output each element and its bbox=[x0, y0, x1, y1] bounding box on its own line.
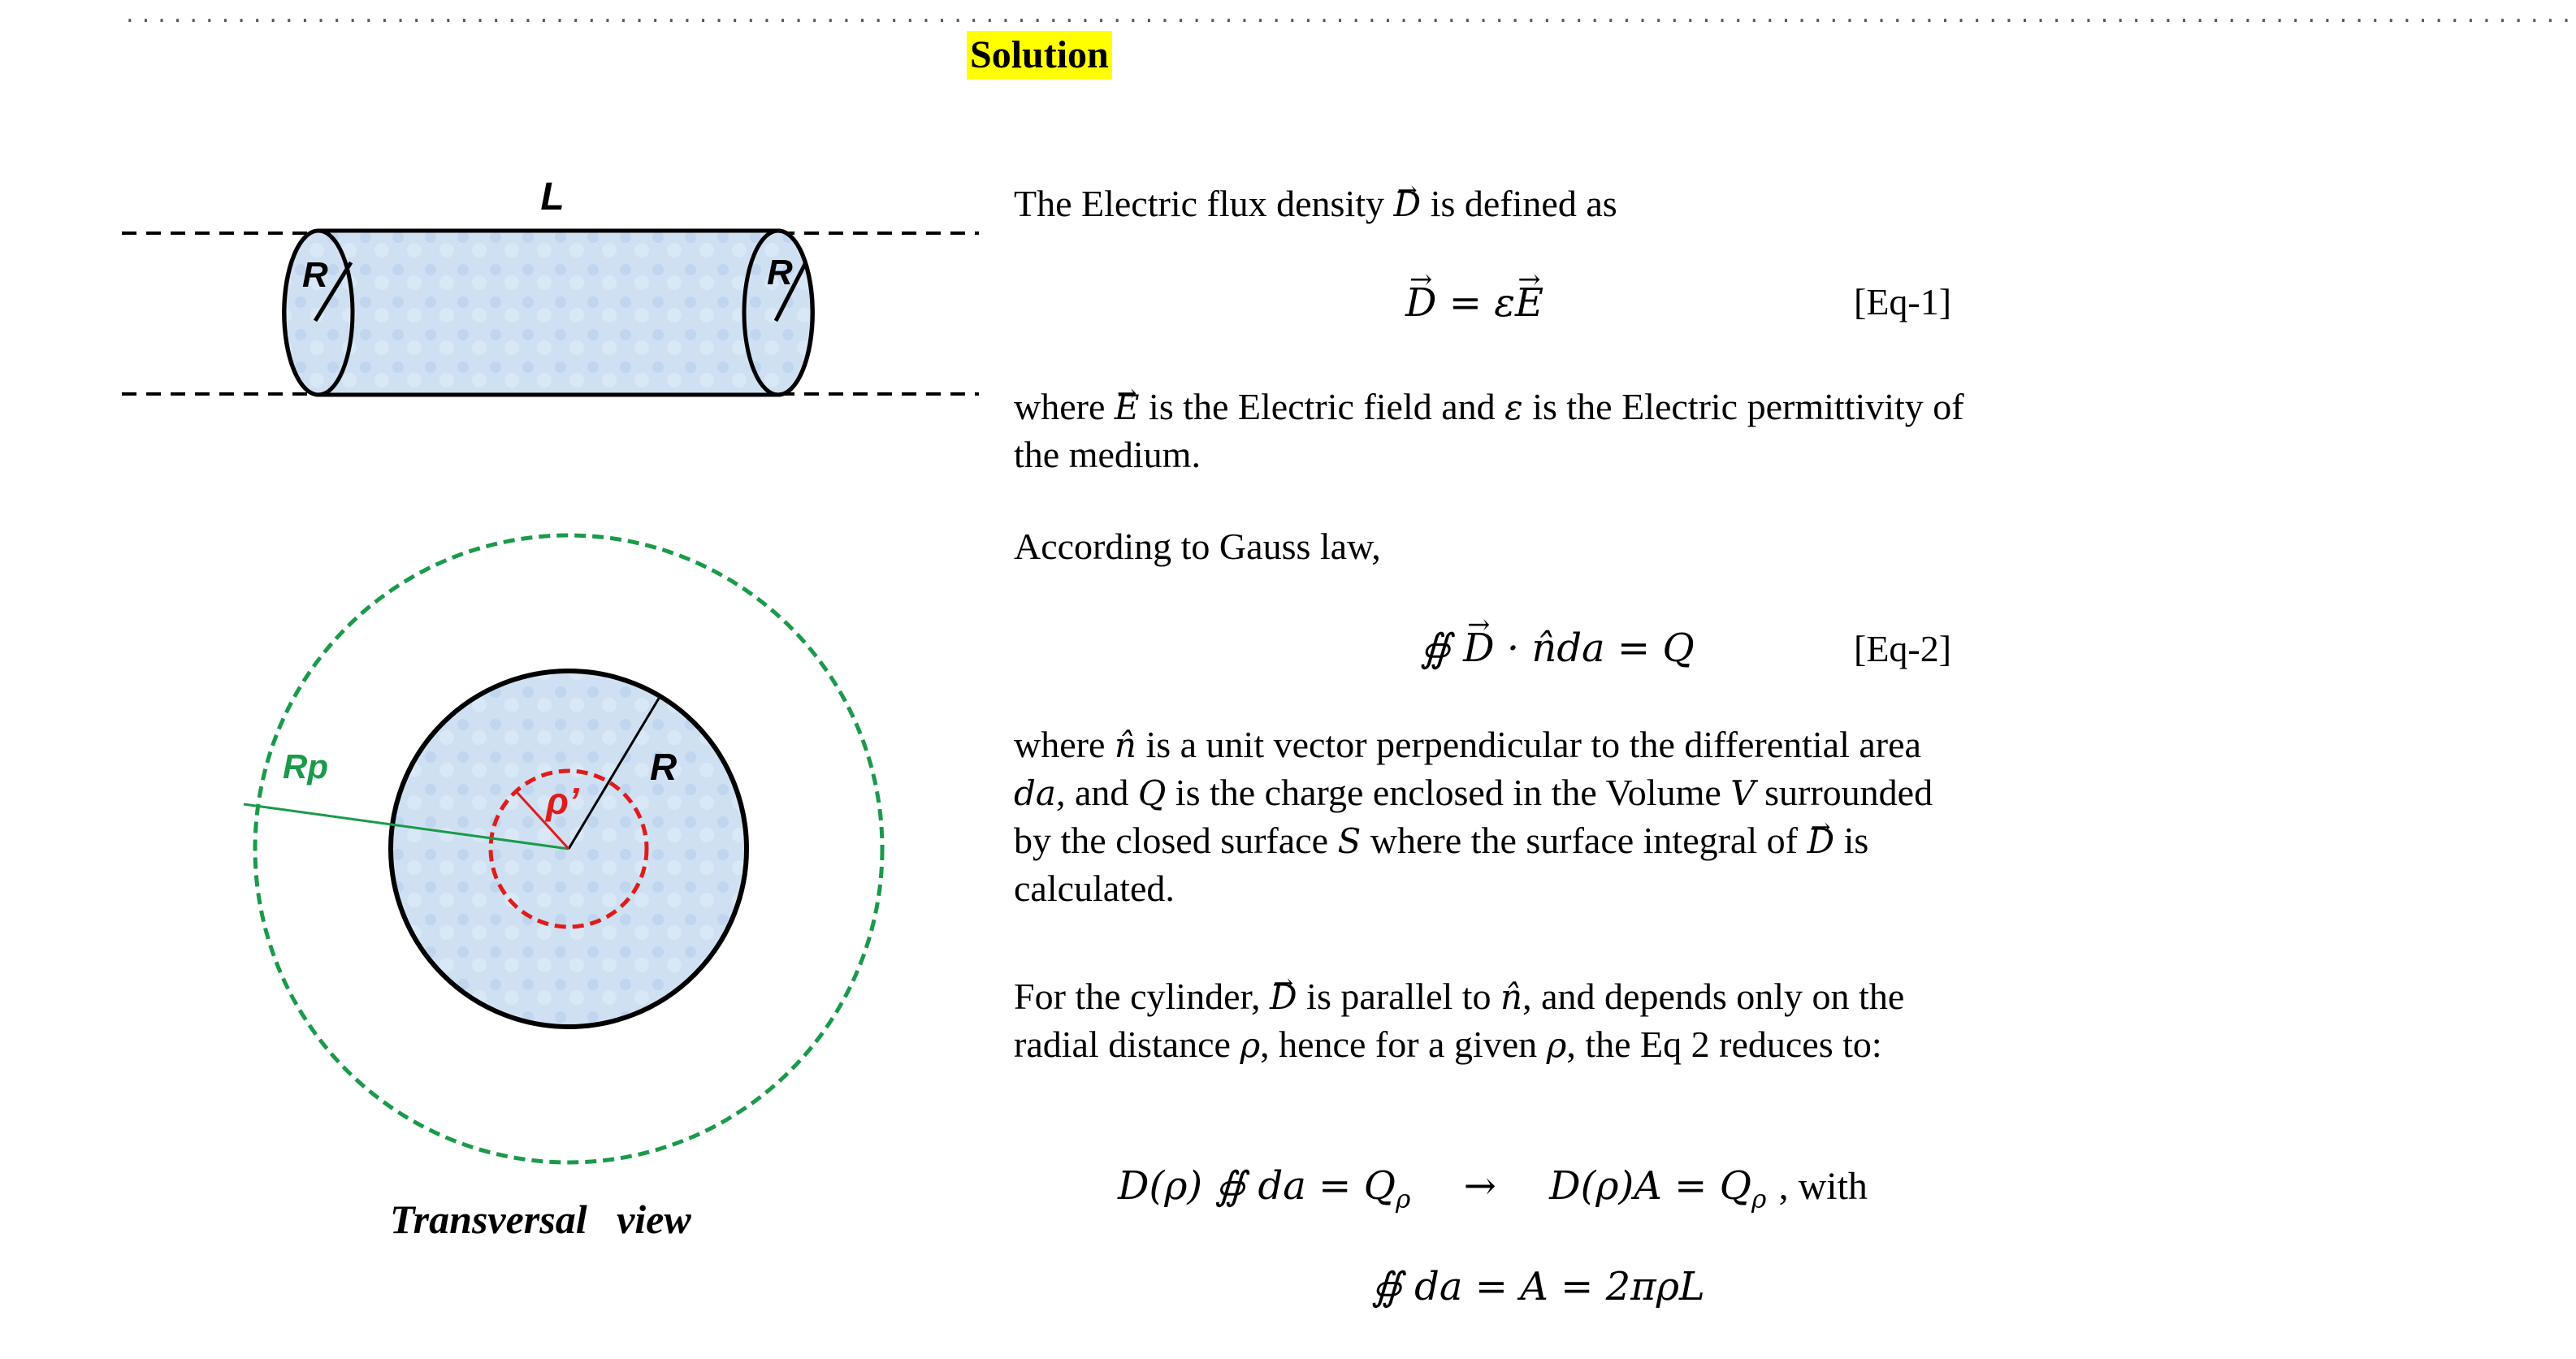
radius-rho-label: ρ’ bbox=[546, 780, 579, 822]
right-radius-label: R bbox=[767, 253, 793, 292]
radius-rp-label: Rp bbox=[283, 747, 328, 786]
equation-1-tag: [Eq-1] bbox=[1854, 281, 1952, 322]
cylinder-figure bbox=[0, 0, 1007, 1359]
paragraph-flux-density: The Electric flux density → D is defined as bbox=[1014, 180, 1972, 228]
left-radius-label: R bbox=[302, 255, 328, 295]
solution-title: Solution bbox=[967, 31, 1112, 80]
figure-caption: Transversal view bbox=[390, 1197, 691, 1242]
equation-1: → D = ε→ E bbox=[1405, 280, 1543, 326]
paragraph-gauss-law: According to Gauss law, bbox=[1014, 526, 1381, 567]
paragraph-electric-field: where → E is the Electric field and ε is the Electric permittivity of the medium. bbox=[1014, 383, 1972, 478]
equation-2: ∯ → D · n̂da = Q bbox=[1420, 625, 1695, 671]
cylinder-body bbox=[284, 231, 813, 395]
radius-r-label: R bbox=[650, 746, 678, 788]
equation-4: ∯ da = A = 2πρL bbox=[1371, 1264, 1705, 1309]
paragraph-cylinder: For the cylinder, → D is parallel to n̂, and depends only on the radial distance ρ, hence for a given ρ, the Eq 2 reduces to: bbox=[1014, 973, 1972, 1069]
dotted-separator: .......................................................................................................................................................... bbox=[123, 4, 2576, 28]
cylinder-side-view bbox=[122, 175, 979, 395]
paragraph-unit-vector: where n̂ is a unit vector perpendicular to the differential area da, and Q is the charge enclosed in the Volume V surrounded by the closed surface S where the surface integral of → D is calculated. bbox=[1014, 721, 1972, 912]
length-label: L bbox=[540, 175, 565, 219]
vector-d: → D bbox=[1394, 181, 1422, 228]
transversal-view bbox=[244, 535, 882, 1162]
equation-2-tag: [Eq-2] bbox=[1854, 628, 1952, 669]
equation-3: D(ρ) ∯ da = $Q_\rho \to D(\rho)A = Q_\rho$ , with bbox=[1118, 1163, 1868, 1214]
